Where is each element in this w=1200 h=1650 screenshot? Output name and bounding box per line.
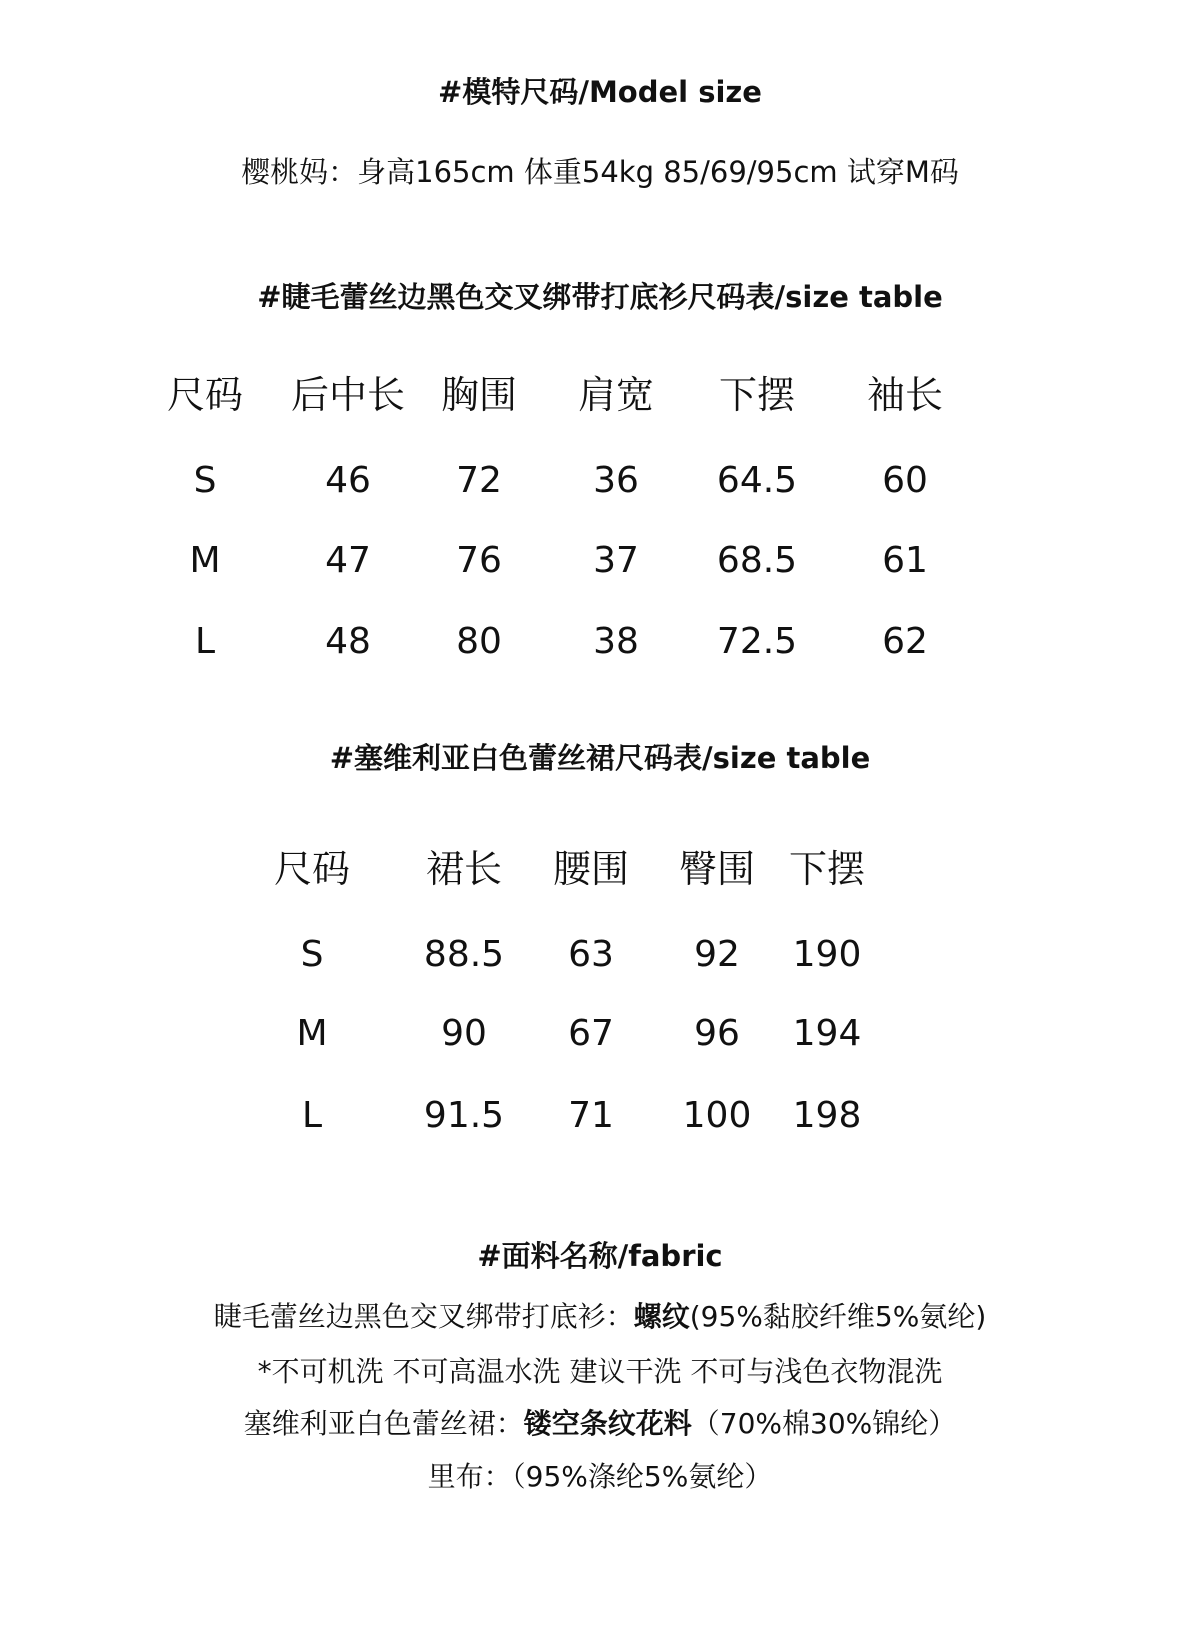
top-cell-sleeve: 61 <box>882 540 928 581</box>
skirt-cell-hem: 194 <box>792 1013 862 1054</box>
skirt-cell-waist: 67 <box>568 1013 614 1054</box>
top-cell-back-length: 46 <box>325 460 371 501</box>
fabric-line-top <box>214 1295 987 1335</box>
top-cell-sleeve: 62 <box>882 621 928 662</box>
top-cell-size: S <box>193 460 217 501</box>
top-cell-bust: 76 <box>456 540 502 581</box>
top-cell-hem: 72.5 <box>716 621 798 662</box>
fabric-line-skirt <box>244 1402 957 1442</box>
skirt-header-hem: 下摆 <box>788 847 866 891</box>
fabric-skirt-composition: （70%棉30%锦纶） <box>691 1407 957 1440</box>
skirt-cell-size: L <box>301 1095 323 1136</box>
skirt-header-waist: 腰围 <box>552 847 630 891</box>
skirt-header-size: 尺码 <box>273 847 351 891</box>
skirt-cell-length: 88.5 <box>423 934 505 975</box>
top-cell-bust: 72 <box>456 460 502 501</box>
care-instructions: *不可机洗 不可高温水洗 建议干洗 不可与浅色衣物混洗 <box>257 1355 943 1388</box>
skirt-cell-waist: 63 <box>568 934 614 975</box>
fabric-top-composition: (95%黏胶纤维5%氨纶) <box>689 1300 987 1333</box>
top-size-table-heading: #睫毛蕾丝边黑色交叉绑带打底衫尺码表/size table <box>257 280 943 314</box>
skirt-cell-waist: 71 <box>568 1095 614 1136</box>
top-header-sleeve: 袖长 <box>866 373 944 417</box>
skirt-size-table-heading: #塞维利亚白色蕾丝裙尺码表/size table <box>329 741 871 775</box>
skirt-cell-size: S <box>300 934 324 975</box>
top-header-size: 尺码 <box>166 373 244 417</box>
model-size-info: 樱桃妈：身高165cm 体重54kg 85/69/95cm 试穿M码 <box>241 155 959 189</box>
top-cell-back-length: 48 <box>325 621 371 662</box>
top-cell-sleeve: 60 <box>882 460 928 501</box>
lining-composition: 里布：（95%涤纶5%氨纶） <box>427 1460 773 1493</box>
fabric-skirt-material: 镂空条纹花料 <box>523 1407 692 1440</box>
top-header-hem: 下摆 <box>718 373 796 417</box>
top-cell-bust: 80 <box>456 621 502 662</box>
skirt-header-hip: 臀围 <box>678 847 756 891</box>
top-cell-back-length: 47 <box>325 540 371 581</box>
skirt-header-length: 裙长 <box>425 847 503 891</box>
skirt-cell-size: M <box>296 1013 328 1054</box>
top-cell-shoulder: 37 <box>593 540 639 581</box>
fabric-skirt-name: 塞维利亚白色蕾丝裙： <box>243 1407 524 1440</box>
fabric-top-name: 睫毛蕾丝边黑色交叉绑带打底衫： <box>213 1300 634 1333</box>
top-cell-size: M <box>189 540 221 581</box>
fabric-heading: #面料名称/fabric <box>477 1239 723 1273</box>
skirt-cell-hem: 190 <box>792 934 862 975</box>
skirt-cell-length: 90 <box>441 1013 487 1054</box>
top-header-bust: 胸围 <box>440 373 518 417</box>
top-header-back-length: 后中长 <box>290 373 406 417</box>
top-cell-hem: 64.5 <box>716 460 798 501</box>
model-size-heading: #模特尺码/Model size <box>438 75 762 109</box>
skirt-cell-hem: 198 <box>792 1095 862 1136</box>
skirt-cell-hip: 92 <box>694 934 740 975</box>
fabric-top-material: 螺纹 <box>633 1300 690 1333</box>
top-header-shoulder: 肩宽 <box>577 373 655 417</box>
top-cell-shoulder: 38 <box>593 621 639 662</box>
top-cell-size: L <box>194 621 216 662</box>
top-cell-hem: 68.5 <box>716 540 798 581</box>
skirt-cell-hip: 96 <box>694 1013 740 1054</box>
top-cell-shoulder: 36 <box>593 460 639 501</box>
skirt-cell-hip: 100 <box>682 1095 752 1136</box>
skirt-cell-length: 91.5 <box>423 1095 505 1136</box>
